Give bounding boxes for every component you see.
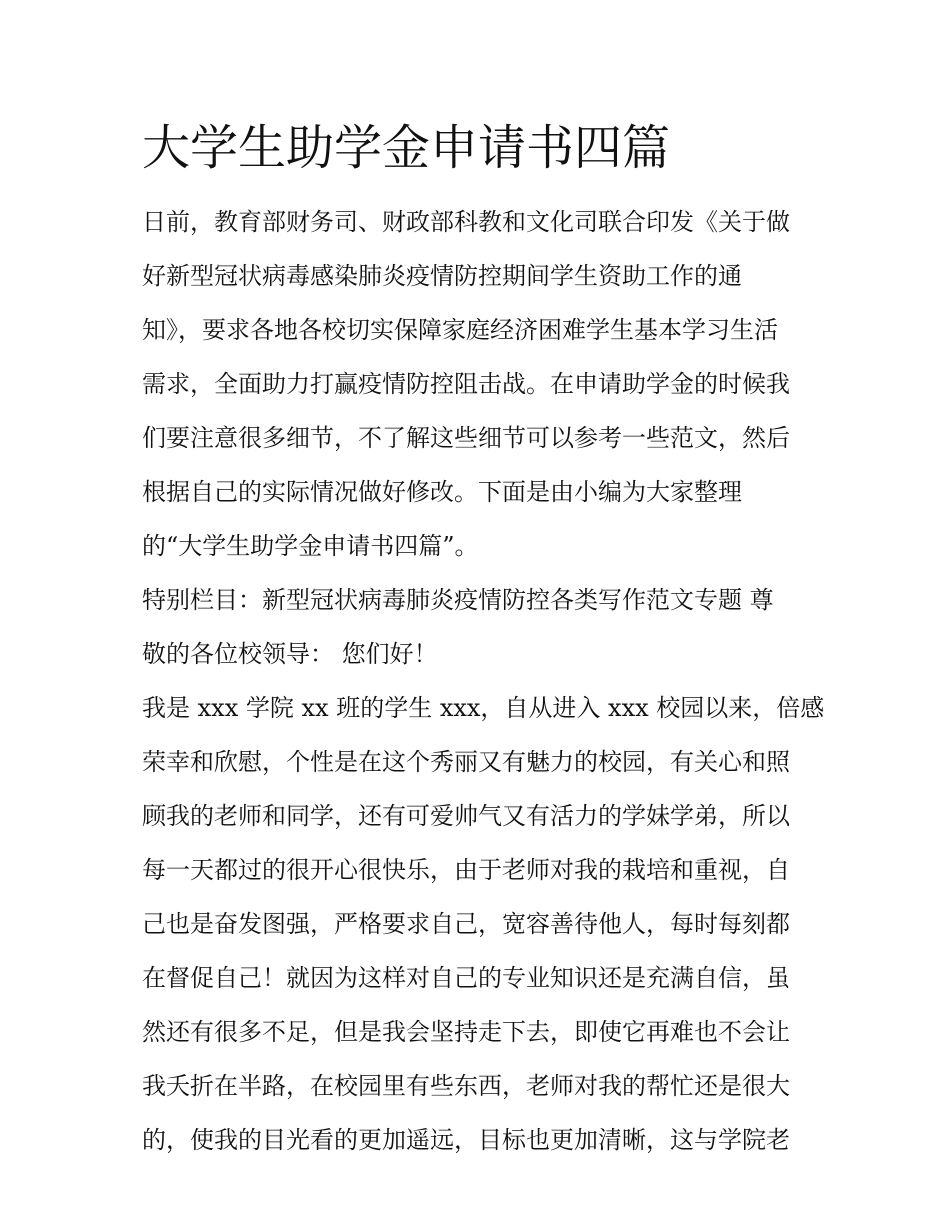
- body-line: 己也是奋发图强，严格要求自己，宽容善待他人，每时每刻都: [142, 910, 790, 938]
- document-body: [142, 195, 824, 1167]
- body-line: 我夭折在半路，在校园里有些东西，老师对我的帮忙还是很大: [142, 1072, 790, 1100]
- body-line: 顾我的老师和同学，还有可爱帅气又有活力的学妹学弟，所以: [142, 802, 790, 830]
- body-line: 们要注意很多细节，不了解这些细节可以参考一些范文，然后: [142, 424, 790, 452]
- body-line: 的，使我的目光看的更加遥远，目标也更加清晰，这与学院老: [142, 1126, 790, 1154]
- body-line: 好新型冠状病毒感染肺炎疫情防控期间学生资助工作的通: [142, 262, 742, 290]
- body-line: 敬的各位校领导： 您们好！: [142, 640, 438, 668]
- body-line: 荣幸和欣慰，个性是在这个秀丽又有魅力的校园，有关心和照: [142, 748, 790, 776]
- body-line: 然还有很多不足，但是我会坚持走下去，即使它再难也不会让: [142, 1018, 790, 1046]
- body-line: 每一天都过的很开心很快乐，由于老师对我的栽培和重视，自: [142, 856, 790, 884]
- body-line: 我是 xxx 学院 xx 班的学生 xxx，自从进入 xxx 校园以来，倍感: [142, 694, 825, 722]
- body-line: 在督促自己！就因为这样对自己的专业知识还是充满自信，虽: [142, 964, 790, 992]
- body-line: 根据自己的实际情况做好修改。下面是由小编为大家整理: [142, 478, 742, 506]
- body-line: 知》，要求各地各校切实保障家庭经济困难学生基本学习生活: [142, 316, 778, 344]
- body-line: 日前，教育部财务司、财政部科教和文化司联合印发《关于做: [142, 208, 790, 236]
- body-line: 的“大学生助学金申请书四篇”。: [142, 532, 479, 560]
- document-title: 大学生助学金申请书四篇: [142, 120, 671, 176]
- body-line: 特别栏目：新型冠状病毒肺炎疫情防控各类写作范文专题 尊: [142, 586, 774, 614]
- body-line: 需求，全面助力打赢疫情防控阻击战。在申请助学金的时候我: [142, 370, 790, 398]
